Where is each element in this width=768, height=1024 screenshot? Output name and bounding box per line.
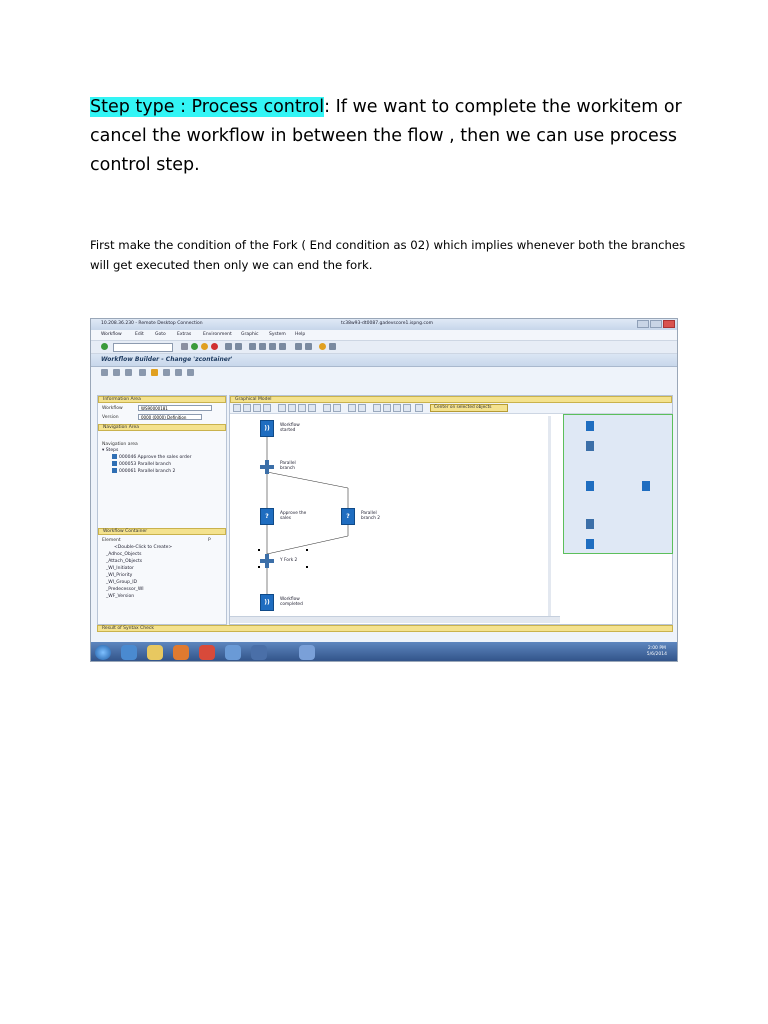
menu-environment[interactable]: Environment bbox=[203, 332, 232, 337]
container-row[interactable]: _Attach_Objects bbox=[106, 559, 143, 564]
nav-step-approve[interactable]: 000046 Approve the sales order bbox=[112, 454, 191, 460]
sap-icon[interactable] bbox=[251, 645, 267, 660]
find-icon[interactable] bbox=[235, 343, 242, 350]
layout-icon[interactable] bbox=[329, 343, 336, 350]
version-label: Version bbox=[102, 415, 119, 420]
branch-2-node-label: Parallel branch 2 bbox=[361, 511, 381, 521]
menu-goto[interactable]: Goto bbox=[155, 332, 166, 337]
new-icon[interactable] bbox=[101, 369, 108, 376]
activate-icon[interactable] bbox=[139, 369, 146, 376]
heading-text: : If we want to complete the workitem or cancel the workflow in between the flow , then we can use process control step. bbox=[90, 97, 682, 175]
section-heading bbox=[90, 93, 690, 180]
menu-system[interactable]: System bbox=[269, 332, 286, 337]
save-icon[interactable] bbox=[181, 343, 188, 350]
step-type-highlight: Step type : Process control bbox=[90, 97, 325, 117]
standard-toolbar bbox=[91, 341, 677, 354]
screen-title-bar bbox=[91, 354, 677, 367]
menu-help[interactable]: Help bbox=[295, 332, 306, 337]
nav-step-parallel-2[interactable]: 000061 Parallel branch 2 bbox=[112, 468, 175, 474]
back-icon[interactable] bbox=[191, 343, 198, 350]
container-row[interactable]: _WI_Priority bbox=[106, 573, 133, 578]
vertical-scrollbar[interactable] bbox=[548, 416, 551, 616]
clock-time: 2:00 PM bbox=[647, 646, 666, 651]
minimize-icon[interactable] bbox=[637, 320, 649, 328]
new-session-icon[interactable] bbox=[295, 343, 302, 350]
overview-node bbox=[586, 421, 594, 431]
close-icon[interactable] bbox=[663, 320, 675, 328]
window-controls bbox=[637, 320, 675, 328]
container-row[interactable]: _WF_Version bbox=[106, 594, 135, 599]
overview-node bbox=[586, 539, 594, 549]
approve-node-label: Approve the sales bbox=[280, 511, 307, 521]
test-icon[interactable] bbox=[151, 369, 158, 376]
nav-step-parallel[interactable]: 000053 Parallel branch bbox=[112, 461, 171, 467]
help-icon[interactable] bbox=[319, 343, 326, 350]
first-page-icon[interactable] bbox=[249, 343, 256, 350]
menu-graphic[interactable]: Graphic bbox=[241, 332, 259, 337]
fork-node-label: Parallel branch bbox=[280, 461, 296, 471]
workflow-container-header[interactable]: Workflow Container bbox=[98, 528, 226, 535]
remote-desktop-title-bar bbox=[91, 319, 677, 330]
container-row[interactable]: _WI_Group_ID bbox=[106, 580, 138, 585]
display-icon[interactable] bbox=[187, 369, 194, 376]
container-row[interactable]: _Predecessor_WI bbox=[106, 587, 144, 592]
sap-workflow-builder-screenshot bbox=[90, 318, 678, 662]
graphical-model-header[interactable]: Graphical Model bbox=[230, 396, 672, 403]
container-row[interactable]: _WI_Initiator bbox=[106, 566, 134, 571]
cancel-icon[interactable] bbox=[211, 343, 218, 350]
application-toolbar bbox=[91, 367, 677, 378]
next-page-icon[interactable] bbox=[269, 343, 276, 350]
fork-condition-paragraph: First make the condition of the Fork ( End condition as 02) which implies whenever both the branches will get executed then only we can end the fork. bbox=[90, 238, 686, 272]
print-icon[interactable] bbox=[225, 343, 232, 350]
information-area-header[interactable]: Information Area bbox=[98, 396, 226, 403]
connection-host: tc38w93-dt0087.gadevscore1.ispng.com bbox=[341, 321, 433, 326]
shortcut-icon[interactable] bbox=[305, 343, 312, 350]
fork-2-node[interactable] bbox=[260, 554, 274, 568]
exit-icon[interactable] bbox=[201, 343, 208, 350]
navigation-subheader: Navigation area bbox=[102, 442, 138, 447]
overview-node bbox=[642, 481, 650, 491]
horizontal-scrollbar[interactable] bbox=[230, 616, 560, 623]
overview-node bbox=[586, 441, 594, 451]
container-col-p: P bbox=[208, 538, 211, 543]
settings-icon[interactable] bbox=[163, 369, 170, 376]
overview-node bbox=[586, 481, 594, 491]
menu-bar bbox=[91, 330, 677, 341]
chrome-icon[interactable] bbox=[199, 645, 215, 660]
overview-navigator[interactable] bbox=[563, 414, 673, 554]
center-selected-button[interactable]: Center on selected objects bbox=[430, 404, 508, 412]
syntax-check-header[interactable]: Result of Syntax Check bbox=[97, 625, 673, 632]
menu-extras[interactable]: Extras bbox=[177, 332, 192, 337]
approve-node[interactable]: ? bbox=[260, 508, 274, 525]
windows-taskbar bbox=[91, 642, 677, 662]
left-pane bbox=[97, 395, 227, 625]
container-row[interactable]: <Double-Click to Create> bbox=[114, 545, 173, 550]
last-page-icon[interactable] bbox=[279, 343, 286, 350]
remote-desktop-icon[interactable] bbox=[299, 645, 315, 660]
rdp-title: 10.208.36.230 - Remote Desktop Connection bbox=[101, 321, 203, 326]
workflow-started-node[interactable]: )) bbox=[260, 420, 274, 437]
workflow-field[interactable]: WS90000181 bbox=[138, 405, 212, 411]
system-clock[interactable] bbox=[647, 646, 667, 658]
ie-icon[interactable] bbox=[121, 645, 137, 660]
media-player-icon[interactable] bbox=[173, 645, 189, 660]
prev-page-icon[interactable] bbox=[259, 343, 266, 350]
steps-node[interactable]: ▾ Steps bbox=[102, 448, 119, 453]
menu-edit[interactable]: Edit bbox=[135, 332, 144, 337]
menu-workflow[interactable]: Workflow bbox=[101, 332, 122, 337]
container-col-element: Element bbox=[102, 538, 121, 543]
start-button-icon[interactable] bbox=[95, 645, 111, 660]
navigation-area-header[interactable]: Navigation Area bbox=[98, 424, 226, 431]
version-field[interactable]: 0000 (0000) Definition bbox=[138, 414, 202, 420]
end-node-label: Workflow completed bbox=[280, 597, 303, 607]
info-icon[interactable] bbox=[175, 369, 182, 376]
change-icon[interactable] bbox=[113, 369, 120, 376]
workflow-completed-node[interactable]: )) bbox=[260, 594, 274, 611]
check-icon[interactable] bbox=[125, 369, 132, 376]
container-row[interactable]: _Adhoc_Objects bbox=[106, 552, 142, 557]
fork-2-node-label: Y Fork 2 bbox=[280, 558, 298, 563]
enter-icon[interactable] bbox=[101, 343, 108, 350]
command-field[interactable] bbox=[113, 343, 173, 352]
screen-title: Workflow Builder - Change 'zcontainer' bbox=[101, 356, 233, 363]
workflow-label: Workflow bbox=[102, 406, 123, 411]
clock-date: 5/6/2014 bbox=[646, 652, 667, 657]
start-node-label: Workflow started bbox=[280, 423, 300, 433]
app-icon[interactable] bbox=[225, 645, 241, 660]
fork-node[interactable] bbox=[260, 460, 274, 474]
explorer-icon[interactable] bbox=[147, 645, 163, 660]
maximize-icon[interactable] bbox=[650, 320, 662, 328]
overview-node bbox=[586, 519, 594, 529]
branch-2-node[interactable]: ? bbox=[341, 508, 355, 525]
